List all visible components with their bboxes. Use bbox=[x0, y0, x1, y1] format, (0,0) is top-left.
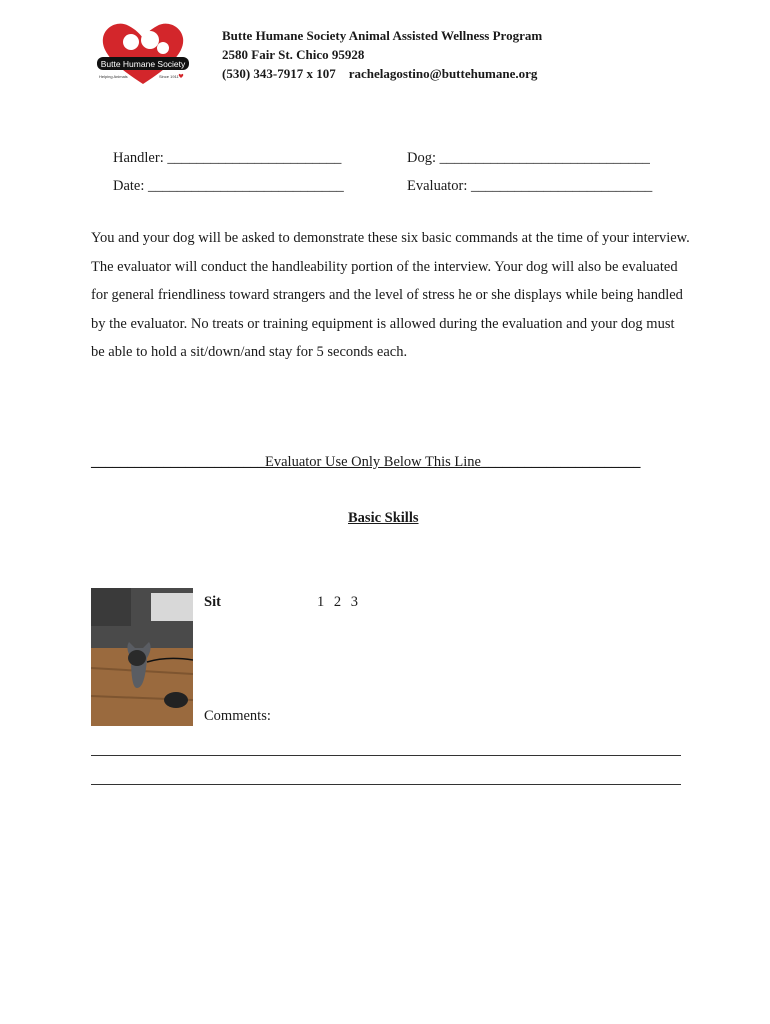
section-title: Basic Skills bbox=[348, 510, 419, 526]
logo-tagline-right: Since 1911 bbox=[159, 74, 179, 79]
evaluator-field[interactable]: Evaluator: _________________________ bbox=[407, 178, 653, 194]
dog-field[interactable]: Dog: _____________________________ bbox=[407, 150, 650, 166]
logo-tagline-left: Helping Animals bbox=[99, 74, 128, 79]
comment-line[interactable] bbox=[91, 784, 681, 785]
org-name: Butte Humane Society Animal Assisted Wellness Program bbox=[222, 28, 543, 43]
skill-scores[interactable]: 1 2 3 bbox=[317, 594, 358, 610]
instructions-paragraph: You and your dog will be asked to demonstrate these six basic commands at the time of your interview. The evaluator will conduct the handleability portion of the interview. Your dog will also be evaluated for general friendliness toward strangers and the level of stress he or she displays while being handled by the evaluator. No treats or training equipment is allowed during the evaluation and your dog must be able to hold a sit/down/and stay for 5 seconds each. bbox=[91, 230, 690, 361]
org-address: 2580 Fair St. Chico 95928 bbox=[222, 47, 365, 62]
comments-label: Comments: bbox=[204, 708, 271, 724]
evaluator-divider: ________________________Evaluator Use Only Below This Line______________________ bbox=[91, 454, 641, 470]
handler-field[interactable]: Handler: ________________________ bbox=[113, 150, 342, 166]
date-field[interactable]: Date: ___________________________ bbox=[113, 178, 344, 194]
logo-banner-text: Butte Humane Society bbox=[100, 59, 186, 69]
butte-humane-logo bbox=[95, 20, 191, 86]
comment-line[interactable] bbox=[91, 755, 681, 756]
skill-name: Sit bbox=[204, 594, 221, 610]
dog-photo bbox=[91, 588, 193, 726]
org-contact: (530) 343-7917 x 107 rachelagostino@buttehumane.org bbox=[222, 66, 538, 81]
